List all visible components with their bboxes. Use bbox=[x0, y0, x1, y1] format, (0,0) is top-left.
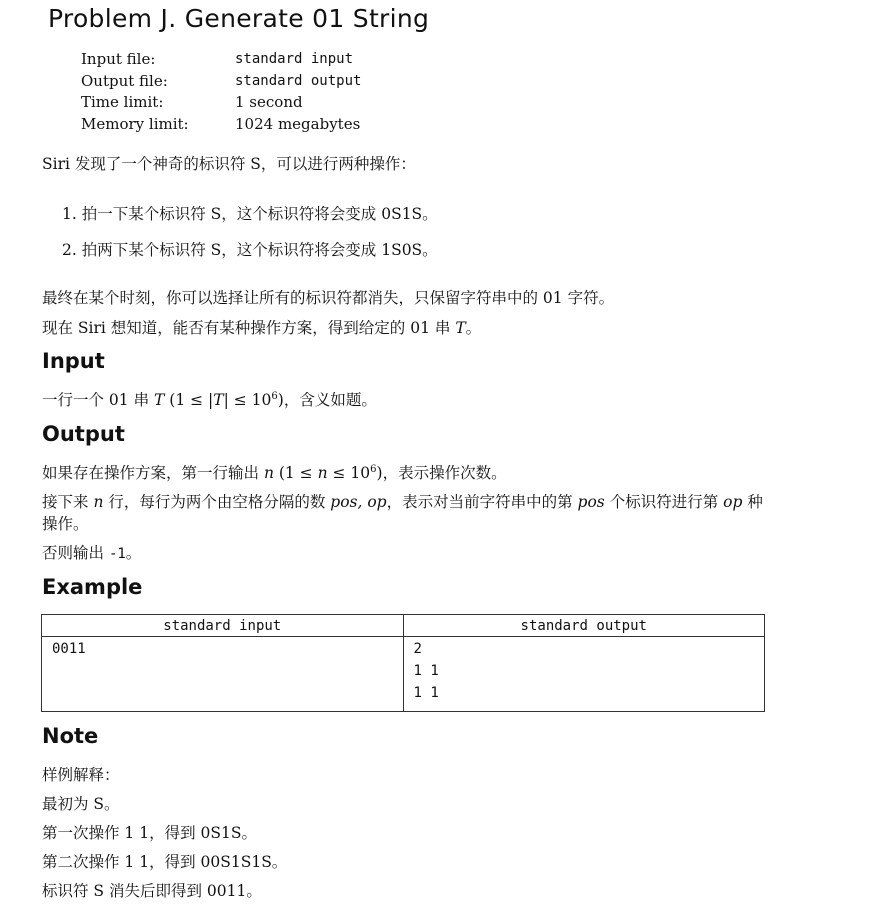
problem-title: Problem J. Generate 01 String bbox=[48, 4, 430, 33]
memory-limit-value: 1024 megabytes bbox=[235, 115, 361, 133]
var-T: T bbox=[455, 319, 466, 337]
var-n: n bbox=[317, 464, 328, 482]
example-output-line: 1 1 bbox=[413, 685, 439, 701]
output-l2-mid3: 个标识符进行第 bbox=[604, 493, 724, 511]
input-file-label: Input file: bbox=[81, 50, 156, 68]
statement-p2-text: 现在 Siri 想知道，能否有某种操作方案，得到给定的 01 串 bbox=[42, 319, 456, 337]
output-file-value: standard output bbox=[235, 73, 362, 89]
input-range-exponent: 6 bbox=[271, 391, 278, 402]
output-l3-end: 。 bbox=[125, 544, 142, 562]
example-header-row bbox=[42, 615, 765, 637]
example-output-cell bbox=[403, 637, 765, 712]
output-l2-end: 种 bbox=[742, 493, 763, 511]
var-op: op bbox=[723, 493, 743, 511]
operation-1-text: 拍一下某个标识符 S，这个标识符将会变成 0S1S。 bbox=[81, 205, 438, 223]
statement-paragraph-2 bbox=[42, 316, 481, 338]
note-line: 标识符 S 消失后即得到 0011。 bbox=[42, 882, 262, 900]
example-input-cell bbox=[42, 637, 404, 712]
statement-p2-end: 。 bbox=[465, 319, 482, 337]
operation-1-number: 1. bbox=[62, 205, 77, 223]
note-line: 最初为 S。 bbox=[42, 795, 120, 813]
note-line: 第一次操作 1 1，得到 0S1S。 bbox=[42, 824, 257, 842]
time-limit-value: 1 second bbox=[235, 93, 303, 111]
output-heading: Output bbox=[42, 422, 125, 446]
output-l3-text: 否则输出 bbox=[42, 544, 109, 562]
output-file-label: Output file: bbox=[81, 72, 168, 90]
var-T: T bbox=[154, 391, 165, 409]
var-T: T bbox=[213, 391, 224, 409]
statement-paragraph-1: 最终在某个时刻，你可以选择让所有的标识符都消失，只保留字符串中的 01 字符。 bbox=[42, 289, 615, 307]
output-l1-text: 如果存在操作方案，第一行输出 bbox=[42, 464, 264, 482]
code-minus-one: -1 bbox=[108, 546, 126, 562]
time-limit-label: Time limit: bbox=[81, 93, 164, 111]
output-line-2-cont: 操作。 bbox=[42, 515, 89, 533]
output-l1-exponent: 6 bbox=[370, 464, 377, 475]
input-range-mid: | ≤ 10 bbox=[223, 391, 272, 409]
operation-2-text: 拍两下某个标识符 S，这个标识符将会变成 1S0S。 bbox=[81, 241, 438, 259]
statement-intro: Siri 发现了一个神奇的标识符 S，可以进行两种操作： bbox=[42, 155, 416, 173]
output-l2-text: 接下来 bbox=[42, 493, 94, 511]
example-row bbox=[42, 637, 765, 712]
output-l1-open: (1 ≤ bbox=[273, 464, 318, 482]
example-output-line: 1 1 bbox=[413, 663, 439, 679]
output-l1-close: )，表示操作次数。 bbox=[376, 464, 507, 482]
input-range-close: )，含义如题。 bbox=[277, 391, 377, 409]
operation-2 bbox=[62, 238, 438, 260]
output-line-3 bbox=[42, 541, 141, 563]
input-range-open: (1 ≤ | bbox=[164, 391, 214, 409]
output-l1-mid: ≤ 10 bbox=[327, 464, 371, 482]
var-pos-op: pos, op bbox=[330, 493, 387, 511]
example-heading: Example bbox=[42, 575, 143, 599]
note-line: 第二次操作 1 1，得到 00S1S1S。 bbox=[42, 853, 288, 871]
example-table bbox=[41, 614, 765, 712]
input-heading: Input bbox=[42, 349, 105, 373]
var-n: n bbox=[263, 464, 274, 482]
output-line-1 bbox=[42, 461, 507, 483]
memory-limit-label: Memory limit: bbox=[81, 115, 189, 133]
output-line-2 bbox=[42, 490, 763, 512]
operation-1 bbox=[62, 202, 438, 224]
example-input-line: 0011 bbox=[52, 641, 86, 657]
output-l2-mid1: 行，每行为两个由空格分隔的数 bbox=[103, 493, 331, 511]
example-col-input: standard input bbox=[42, 615, 404, 637]
note-line: 样例解释： bbox=[42, 766, 120, 784]
input-desc-text: 一行一个 01 串 bbox=[42, 391, 155, 409]
var-pos: pos bbox=[577, 493, 605, 511]
example-col-output: standard output bbox=[403, 615, 765, 637]
input-file-value: standard input bbox=[235, 51, 354, 67]
example-output-line: 2 bbox=[413, 641, 422, 657]
input-description bbox=[42, 388, 377, 410]
var-n: n bbox=[93, 493, 104, 511]
note-heading: Note bbox=[42, 724, 99, 748]
output-l2-mid2: ，表示对当前字符串中的第 bbox=[386, 493, 578, 511]
operation-2-number: 2. bbox=[62, 241, 77, 259]
